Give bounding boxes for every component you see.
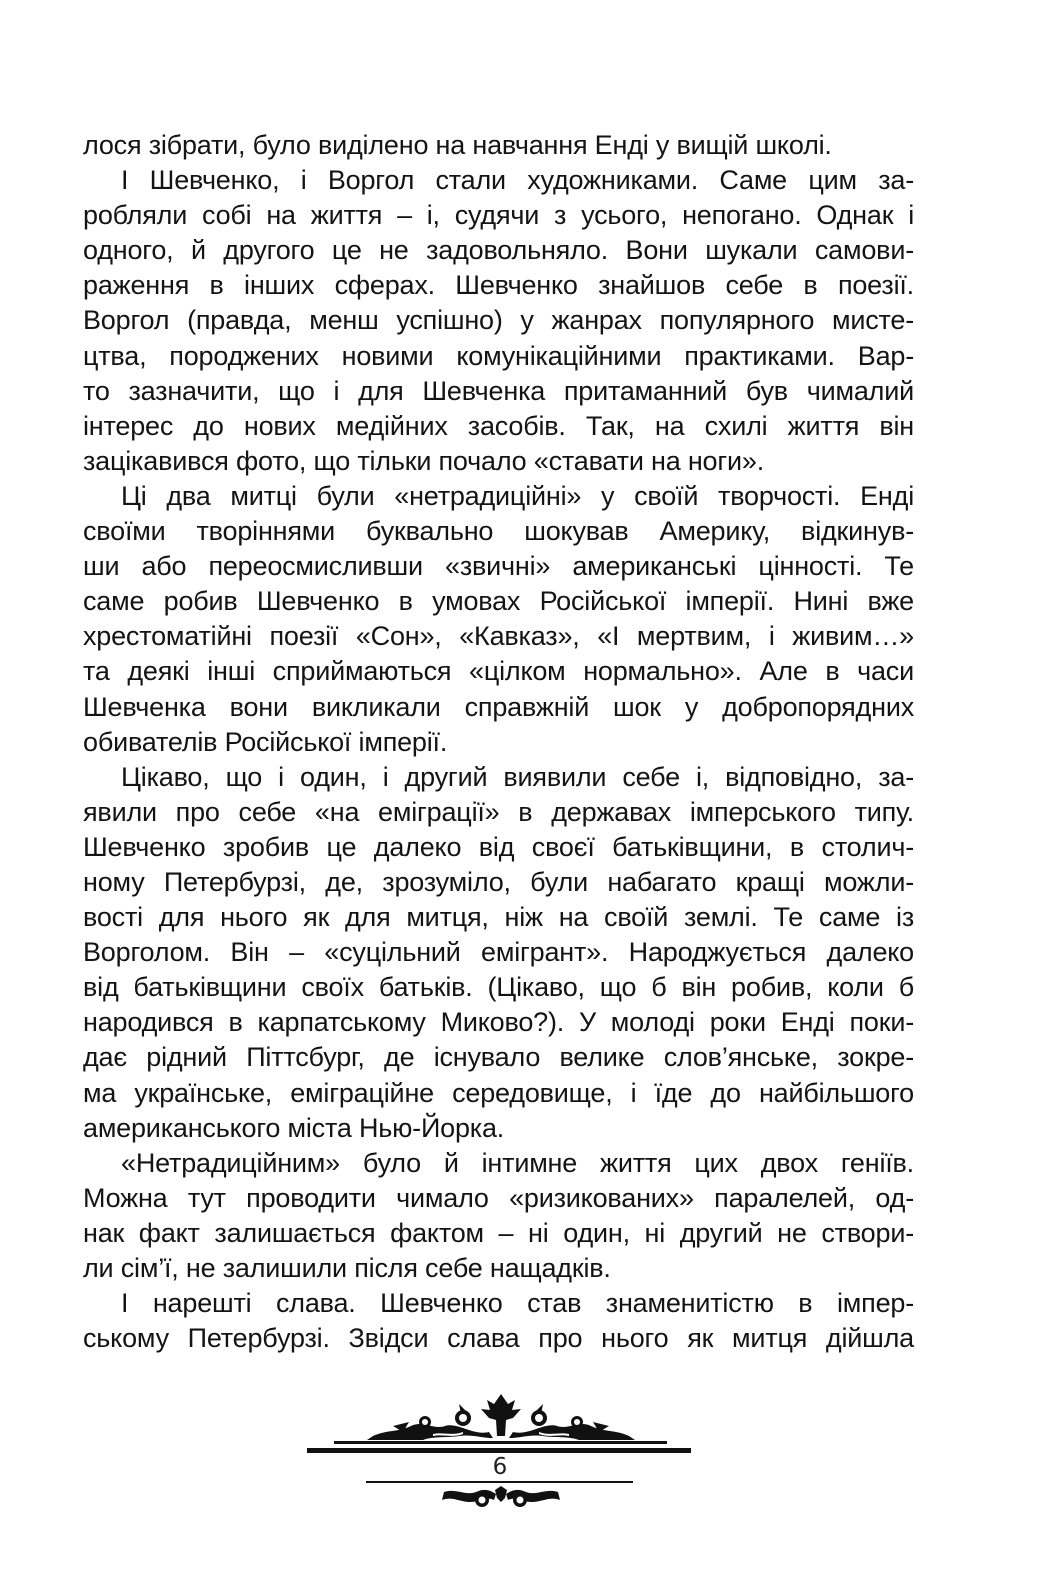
- text-line-content: явили про себе «на еміграції» в державах імперського типу.: [83, 796, 914, 827]
- text-line-content: раження в інших сферах. Шевченко знайшов себе в поезії.: [83, 270, 914, 301]
- text-line-content: інтерес до нових медійних засобів. Так, на схилі життя він: [83, 410, 914, 441]
- text-line: [83, 549, 914, 584]
- text-line: [83, 444, 914, 479]
- text-line: [83, 339, 914, 374]
- text-line-content: нак факт залишається фактом – ні один, ні другий не створи-: [83, 1217, 914, 1248]
- text-line: [83, 1251, 914, 1286]
- text-line-content: робляли собі на життя – і, судячи з усього, непогано. Однак і: [83, 200, 914, 231]
- text-line-content: Ворголом. Він – «суцільний емігрант». Народжується далеко: [83, 937, 914, 968]
- text-line: [83, 584, 914, 619]
- text-line-content: лося зібрати, було виділено на навчання Енді у вищій школі.: [83, 130, 832, 160]
- text-line: [83, 479, 914, 514]
- text-line-content: американського міста Нью-Йорка.: [83, 1112, 505, 1143]
- text-line: [83, 795, 914, 830]
- text-line: [83, 935, 914, 970]
- text-line-content: ли сім’ї, не залишили після себе нащадків.: [83, 1253, 611, 1283]
- text-line: [83, 690, 914, 725]
- text-line-content: «Нетрадиційним» було й інтимне життя цих двох геніїв.: [121, 1147, 914, 1178]
- text-line-content: Ці два митці були «нетрадиційні» у своїй творчості. Енді: [121, 480, 914, 511]
- text-line-content: дає рідний Піттсбург, де існувало велике слов’янське, зокре-: [83, 1042, 914, 1073]
- text-line: [83, 1040, 914, 1075]
- text-line-content: своїми творіннями буквально шокував Америку, відкинув-: [83, 516, 914, 547]
- text-line: [83, 1216, 914, 1251]
- text-line-content: Шевченко зробив це далеко від своєї батьківщини, в столич-: [83, 831, 914, 862]
- text-line: [83, 198, 914, 233]
- text-line-content: Воргол (правда, менш успішно) у жанрах популярного мисте-: [83, 305, 914, 336]
- text-line: [83, 970, 914, 1005]
- text-line-content: одного, й другого це не задовольняло. Вони шукали самови-: [83, 235, 914, 266]
- text-line-content: І нарешті слава. Шевченко став знаменитістю в імпер-: [121, 1288, 914, 1319]
- text-line: [83, 268, 914, 303]
- text-line: [83, 1076, 914, 1111]
- page-number: 6: [492, 1454, 508, 1480]
- text-line-content: то зазначити, що і для Шевченка притаманний був чималий: [83, 375, 914, 406]
- text-line: [83, 1005, 914, 1040]
- text-line: [83, 654, 914, 689]
- text-line-content: Шевченка вони викликали справжній шок у добропорядних: [83, 691, 914, 722]
- page-footer: [0, 1380, 1040, 1540]
- text-line: [83, 514, 914, 549]
- text-line: [83, 233, 914, 268]
- text-line-content: цтва, породжених новими комунікаційними практиками. Вар-: [83, 340, 914, 371]
- text-line: [83, 1146, 914, 1181]
- ornamental-rule-thin-top: [334, 1441, 667, 1444]
- text-line-content: обивателів Російської імперії.: [83, 726, 448, 757]
- text-line-content: зацікавився фото, що тільки почало «ставати на ноги».: [83, 445, 765, 476]
- text-line-content: та деякі інші сприймаються «цілком нормально». Але в часи: [83, 656, 914, 687]
- text-line-content: народився в карпатському Миково?). У молоді роки Енді поки-: [83, 1007, 914, 1038]
- text-line: [83, 1286, 914, 1321]
- page-body-text: [83, 128, 914, 1356]
- text-line-content: хрестоматійні поезії «Сон», «Кавказ», «І мертвим, і живим…»: [83, 621, 914, 652]
- floral-ornament-top-icon: [363, 1392, 639, 1442]
- text-line: [83, 725, 914, 760]
- ornamental-rule-thin-bottom: [366, 1481, 633, 1483]
- text-line: [83, 303, 914, 338]
- text-line: [83, 1181, 914, 1216]
- text-line-content: ському Петербурзі. Звідси слава про нього як митця дійшла: [83, 1323, 914, 1354]
- text-line: [83, 1321, 914, 1356]
- text-line-content: ши або переосмисливши «звичні» американські цінності. Те: [83, 551, 914, 582]
- text-line: [83, 163, 914, 198]
- text-line-content: ному Петербурзі, де, зрозуміло, були набагато кращі можли-: [83, 866, 914, 897]
- text-line-content: Цікаво, що і один, і другий виявили себе і, відповідно, за-: [121, 761, 914, 792]
- text-line: [83, 619, 914, 654]
- floral-ornament-bottom-icon: [440, 1484, 562, 1510]
- text-line-content: ма українське, еміграційне середовище, і їде до найбільшого: [83, 1077, 914, 1108]
- text-line-content: вості для нього як для митця, ніж на своїй землі. Те саме із: [83, 902, 914, 933]
- text-line-content: саме робив Шевченко в умовах Російської імперії. Нині вже: [83, 586, 914, 617]
- text-line: [83, 128, 914, 163]
- text-line: [83, 760, 914, 795]
- text-line-content: від батьківщини своїх батьків. (Цікаво, що б він робив, коли б: [83, 972, 914, 1003]
- text-line: [83, 865, 914, 900]
- text-line: [83, 409, 914, 444]
- text-line: [83, 830, 914, 865]
- text-line: [83, 374, 914, 409]
- text-line-content: І Шевченко, і Воргол стали художниками. Саме цим за-: [121, 165, 914, 196]
- text-line: [83, 900, 914, 935]
- text-line: [83, 1111, 914, 1146]
- text-line-content: Можна тут проводити чимало «ризикованих» паралелей, од-: [83, 1182, 914, 1213]
